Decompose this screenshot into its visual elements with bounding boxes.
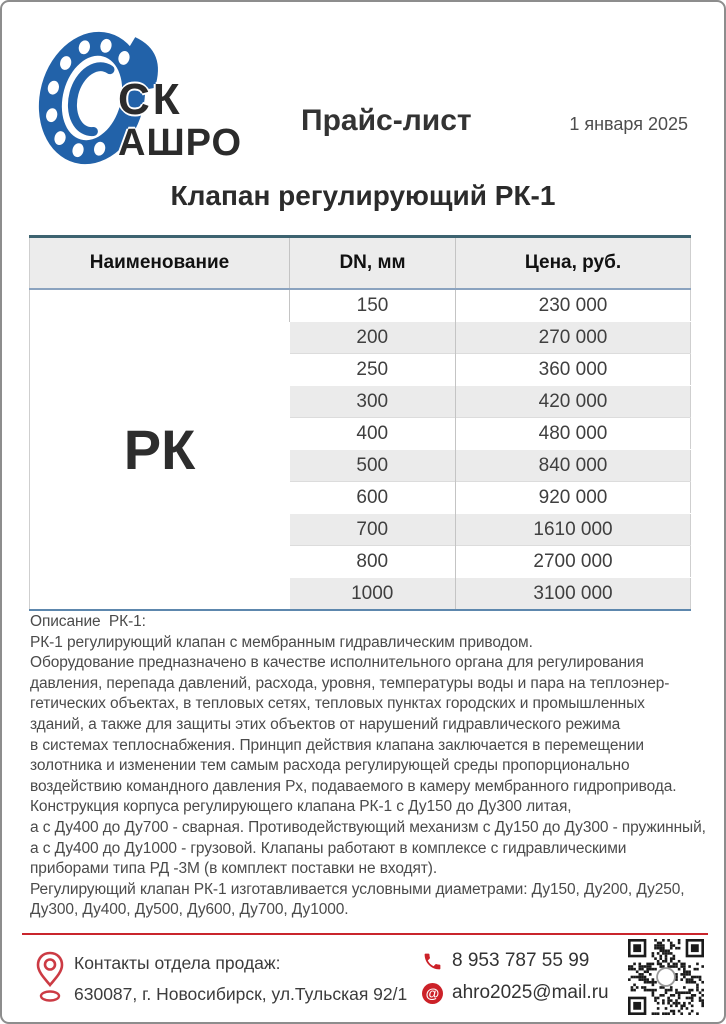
description-line: Конструкция корпуса регулирующего клапана РК-1 с Ду150 до Ду300 литая, [30,798,572,816]
description-line: воздействию командного давления Рх, подаваемого в камеру мембранного гидропривода. [30,777,677,795]
footer-divider [22,933,708,935]
dn-value: 600 [290,482,456,514]
brand-name [118,75,243,164]
at-sign-icon: @ [422,983,443,1004]
price-value: 920 000 [456,482,691,514]
description-line: Описание РК-1: [30,613,146,630]
price-value: 1610 000 [456,514,691,546]
description-line: Оборудование предназначено в качестве исполнительного органа для регулирования [30,654,644,672]
description-line: РК-1 регулирующий клапан с мембранным гидравлическим приводом. [30,633,533,651]
location-pin-icon [35,949,65,1005]
dn-value: 400 [290,418,456,450]
description-line: а с Ду400 до Ду1000 - грузовой. Клапаны работают в комплексе с гидравлическими [30,839,627,857]
price-table [29,235,691,611]
product-name-cell: РК [30,289,290,610]
phone-icon [422,951,443,972]
phone-row [422,950,589,972]
col-header-price: Цена, руб. [456,237,691,290]
price-value: 3100 000 [456,578,691,611]
price-value: 2700 000 [456,546,691,578]
contacts-block [74,948,407,1010]
col-header-dn: DN, мм [290,237,456,290]
dn-value: 150 [290,289,456,322]
phone-number: 8 953 787 55 99 [452,950,590,971]
col-header-name: Наименование [30,237,290,290]
doc-date: 1 января 2025 [569,114,688,134]
qr-code [628,939,704,1015]
dn-value: 700 [290,514,456,546]
description-line: зданий, а также для защиты этих объектов от нарушений гидравлического режима [30,715,621,733]
email-row [422,982,609,1004]
doc-title: Прайс-лист [301,104,472,137]
price-value: 230 000 [456,289,691,322]
price-value: 840 000 [456,450,691,482]
brand-line1: СК [118,75,183,124]
dn-value: 1000 [290,578,456,611]
description [30,612,706,921]
email-address: ahro2025@mail.ru [452,982,609,1003]
description-line: в системах теплоснабжения. Принцип действия клапана заключается в перемещении [30,736,644,754]
price-value: 420 000 [456,386,691,418]
dn-value: 800 [290,546,456,578]
contacts-label: Контакты отдела продаж: [74,953,281,973]
dn-value: 300 [290,386,456,418]
description-line: золотника и изменении тем самым расхода регулирующей среды пропорционально [30,757,630,775]
description-line: приборами типа РД -3М (в комплект поставки не входят). [30,860,438,878]
price-table-body [30,289,691,610]
dn-value: 500 [290,450,456,482]
dn-value: 250 [290,354,456,386]
description-line: а с Ду400 до Ду700 - сварная. Противодействующий механизм с Ду150 до Ду300 - пружинный, [30,818,706,836]
dn-value: 200 [290,322,456,354]
price-value: 360 000 [456,354,691,386]
table-row [30,289,691,322]
contacts-address: 630087, г. Новосибирск, ул.Тульская 92/1 [74,984,408,1004]
brand-line2: АШРО [118,122,243,164]
table-header-row [30,237,691,290]
description-line: Ду300, Ду400, Ду500, Ду600, Ду700, Ду1000. [30,901,349,919]
page-title: Клапан регулирующий РК-1 [170,180,556,211]
description-line: гетических объектах, в тепловых сетях, тепловых пунктах городских и промышленных [30,695,645,713]
description-line: Регулирующий клапан РК-1 изготавливается условными диаметрами: Ду150, Ду200, Ду250, [30,880,685,898]
price-value: 270 000 [456,322,691,354]
description-line: давления, перепада давлений, расхода, уровня, температуры воды и пара на теплоэнер- [30,674,670,692]
company-logo [30,18,250,183]
price-value: 480 000 [456,418,691,450]
